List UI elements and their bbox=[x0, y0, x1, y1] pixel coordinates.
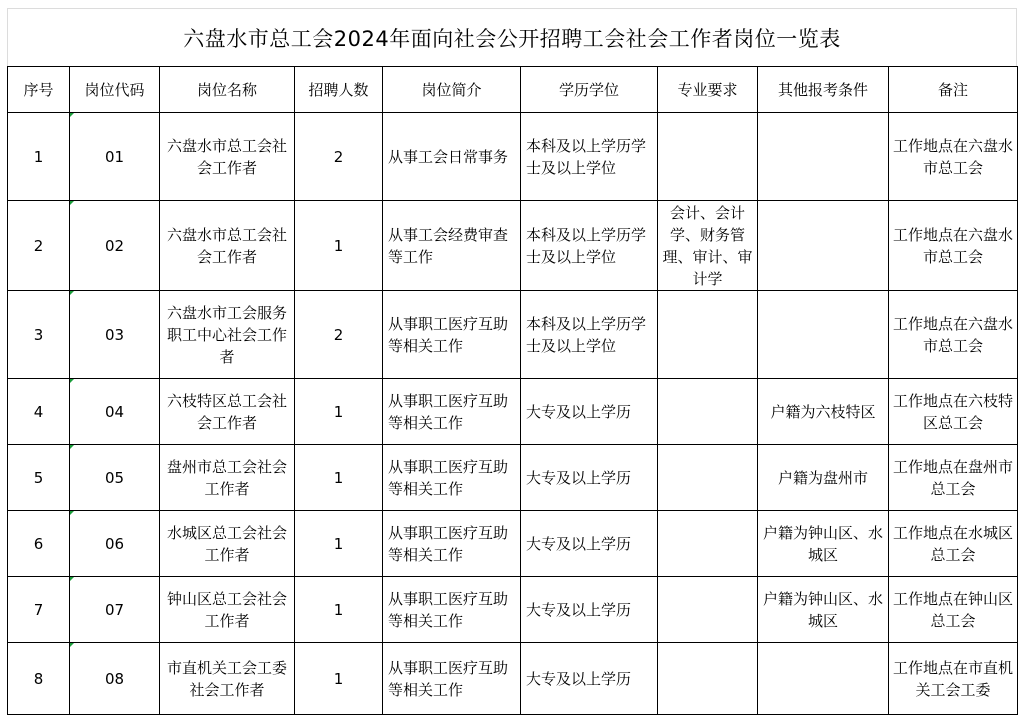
cell-no: 1 bbox=[8, 113, 70, 201]
header-code: 岗位代码 bbox=[70, 67, 160, 113]
table-row bbox=[8, 643, 1018, 715]
cell-intro: 从事职工医疗互助等相关工作 bbox=[383, 291, 521, 379]
cell-major bbox=[658, 643, 758, 715]
cell-no: 6 bbox=[8, 511, 70, 577]
cell-note: 工作地点在六枝特区总工会 bbox=[889, 379, 1018, 445]
cell-note: 工作地点在六盘水市总工会 bbox=[889, 291, 1018, 379]
cell-other: 户籍为六枝特区 bbox=[758, 379, 889, 445]
cell-no: 4 bbox=[8, 379, 70, 445]
cell-education: 大专及以上学历 bbox=[521, 511, 658, 577]
cell-major bbox=[658, 291, 758, 379]
cell-name: 市直机关工会工委社会工作者 bbox=[160, 643, 295, 715]
cell-name: 水城区总工会社会工作者 bbox=[160, 511, 295, 577]
cell-other bbox=[758, 113, 889, 201]
cell-major bbox=[658, 113, 758, 201]
cell-no: 2 bbox=[8, 201, 70, 291]
cell-no: 7 bbox=[8, 577, 70, 643]
cell-major: 会计、会计学、财务管理、审计、审计学 bbox=[658, 201, 758, 291]
header-name: 岗位名称 bbox=[160, 67, 295, 113]
cell-name: 六盘水市总工会社会工作者 bbox=[160, 201, 295, 291]
cell-intro: 从事工会日常事务 bbox=[383, 113, 521, 201]
sheet-title-cell bbox=[7, 8, 1017, 66]
cell-intro: 从事职工医疗互助等相关工作 bbox=[383, 445, 521, 511]
cell-name: 六盘水市工会服务职工中心社会工作者 bbox=[160, 291, 295, 379]
cell-education: 本科及以上学历学士及以上学位 bbox=[521, 113, 658, 201]
table-row bbox=[8, 291, 1018, 379]
cell-name: 钟山区总工会社会工作者 bbox=[160, 577, 295, 643]
table-row bbox=[8, 379, 1018, 445]
cell-name: 盘州市总工会社会工作者 bbox=[160, 445, 295, 511]
cell-education: 本科及以上学历学士及以上学位 bbox=[521, 201, 658, 291]
cell-code: 03 bbox=[70, 291, 160, 379]
header-intro: 岗位简介 bbox=[383, 67, 521, 113]
cell-note: 工作地点在钟山区总工会 bbox=[889, 577, 1018, 643]
cell-code: 05 bbox=[70, 445, 160, 511]
cell-count: 1 bbox=[295, 201, 383, 291]
cell-note: 工作地点在六盘水市总工会 bbox=[889, 201, 1018, 291]
cell-major bbox=[658, 445, 758, 511]
header-other: 其他报考条件 bbox=[758, 67, 889, 113]
header-count: 招聘人数 bbox=[295, 67, 383, 113]
cell-count: 2 bbox=[295, 113, 383, 201]
cell-code: 06 bbox=[70, 511, 160, 577]
cell-code: 02 bbox=[70, 201, 160, 291]
header-row bbox=[8, 67, 1018, 113]
positions-table bbox=[7, 66, 1018, 715]
cell-education: 大专及以上学历 bbox=[521, 577, 658, 643]
cell-count: 1 bbox=[295, 643, 383, 715]
cell-other: 户籍为盘州市 bbox=[758, 445, 889, 511]
cell-no: 8 bbox=[8, 643, 70, 715]
cell-intro: 从事职工医疗互助等相关工作 bbox=[383, 379, 521, 445]
table-row bbox=[8, 511, 1018, 577]
table-row bbox=[8, 113, 1018, 201]
cell-other bbox=[758, 643, 889, 715]
cell-code: 08 bbox=[70, 643, 160, 715]
header-no: 序号 bbox=[8, 67, 70, 113]
cell-note: 工作地点在市直机关工会工委 bbox=[889, 643, 1018, 715]
cell-other: 户籍为钟山区、水城区 bbox=[758, 577, 889, 643]
cell-count: 1 bbox=[295, 445, 383, 511]
cell-count: 1 bbox=[295, 379, 383, 445]
cell-note: 工作地点在水城区总工会 bbox=[889, 511, 1018, 577]
cell-no: 3 bbox=[8, 291, 70, 379]
header-note: 备注 bbox=[889, 67, 1018, 113]
cell-education: 大专及以上学历 bbox=[521, 643, 658, 715]
cell-count: 2 bbox=[295, 291, 383, 379]
cell-note: 工作地点在六盘水市总工会 bbox=[889, 113, 1018, 201]
cell-major bbox=[658, 511, 758, 577]
cell-intro: 从事职工医疗互助等相关工作 bbox=[383, 511, 521, 577]
cell-major bbox=[658, 577, 758, 643]
sheet-title: 六盘水市总工会2024年面向社会公开招聘工会社会工作者岗位一览表 bbox=[183, 26, 841, 51]
cell-other: 户籍为钟山区、水城区 bbox=[758, 511, 889, 577]
cell-no: 5 bbox=[8, 445, 70, 511]
header-major: 专业要求 bbox=[658, 67, 758, 113]
header-education: 学历学位 bbox=[521, 67, 658, 113]
cell-education: 大专及以上学历 bbox=[521, 445, 658, 511]
cell-major bbox=[658, 379, 758, 445]
recruitment-sheet bbox=[7, 8, 1017, 715]
table-row bbox=[8, 201, 1018, 291]
cell-count: 1 bbox=[295, 577, 383, 643]
cell-count: 1 bbox=[295, 511, 383, 577]
cell-intro: 从事工会经费审查等工作 bbox=[383, 201, 521, 291]
cell-other bbox=[758, 201, 889, 291]
cell-education: 大专及以上学历 bbox=[521, 379, 658, 445]
table-row bbox=[8, 445, 1018, 511]
cell-name: 六盘水市总工会社会工作者 bbox=[160, 113, 295, 201]
cell-intro: 从事职工医疗互助等相关工作 bbox=[383, 577, 521, 643]
table-row bbox=[8, 577, 1018, 643]
cell-code: 01 bbox=[70, 113, 160, 201]
cell-education: 本科及以上学历学士及以上学位 bbox=[521, 291, 658, 379]
cell-note: 工作地点在盘州市总工会 bbox=[889, 445, 1018, 511]
cell-other bbox=[758, 291, 889, 379]
cell-code: 04 bbox=[70, 379, 160, 445]
cell-code: 07 bbox=[70, 577, 160, 643]
cell-name: 六枝特区总工会社会工作者 bbox=[160, 379, 295, 445]
cell-intro: 从事职工医疗互助等相关工作 bbox=[383, 643, 521, 715]
